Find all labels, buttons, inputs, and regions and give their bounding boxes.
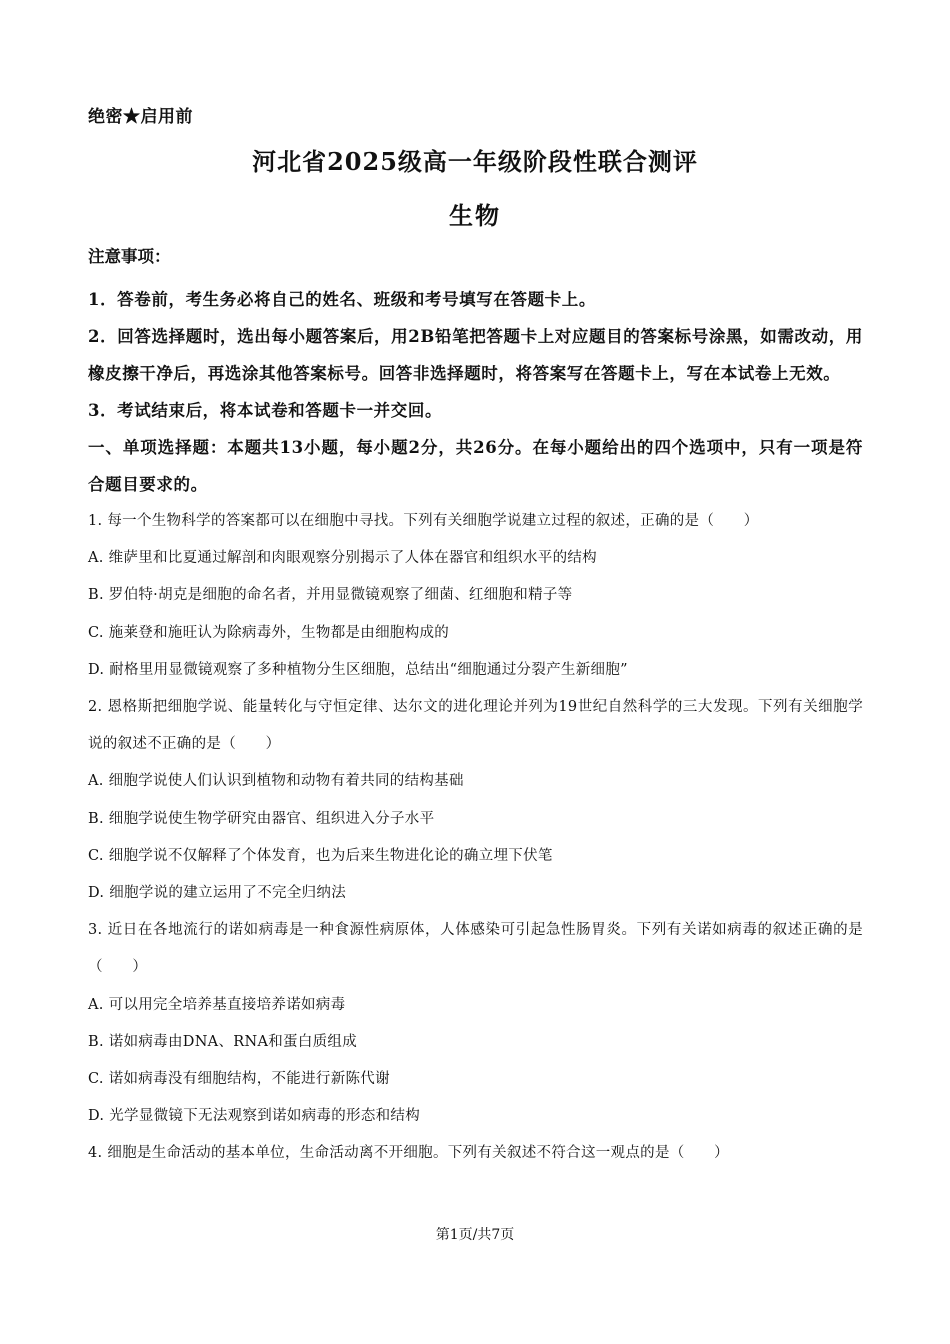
confidential-label: 绝密★启用前 xyxy=(88,107,193,127)
question-stem: 1. 每一个生物科学的答案都可以在细胞中寻找。下列有关细胞学说建立过程的叙述，正确的是（ ） xyxy=(88,513,759,529)
option-a: A. 细胞学说使人们认识到植物和动物有着共同的结构基础 xyxy=(88,773,464,790)
option-d: D. 细胞学说的建立运用了不完全归纳法 xyxy=(88,885,347,902)
option-b: B. 诺如病毒由DNA、RNA和蛋白质组成 xyxy=(88,1033,358,1050)
question-stem: 3. 近日在各地流行的诺如病毒是一种食源性病原体，人体感染可引起急性肠胃炎。下列有关诺如病毒的叙述正确的是（ ） xyxy=(88,922,863,976)
question-3 xyxy=(88,912,863,1135)
notes-heading: 注意事项： xyxy=(88,247,171,266)
option-d: D. 光学显微镜下无法观察到诺如病毒的形态和结构 xyxy=(88,1108,421,1125)
question-2 xyxy=(88,689,863,912)
exam-title: 河北省2025级高一年级阶段性联合测评 xyxy=(252,147,698,176)
note-item-3: 3．考试结束后，将本试卷和答题卡一并交回。 xyxy=(88,401,443,420)
question-1 xyxy=(88,503,863,689)
question-stem: 4. 细胞是生命活动的基本单位，生命活动离不开细胞。下列有关叙述不符合这一观点的是（ ） xyxy=(88,1145,729,1162)
note-item-1: 1．答卷前，考生务必将自己的姓名、班级和考号填写在答题卡上。 xyxy=(88,290,596,309)
note-item-2: 2．回答选择题时，选出每小题答案后，用2B铅笔把答题卡上对应题目的答案标号涂黑，如需改动，用橡皮擦干净后，再选涂其他答案标号。回答非选择题时，将答案写在答题卡上，写在本试卷上无效。 xyxy=(88,327,863,383)
option-c: C. 诺如病毒没有细胞结构，不能进行新陈代谢 xyxy=(88,1071,390,1088)
option-c: C. 施莱登和施旺认为除病毒外，生物都是由细胞构成的 xyxy=(88,624,450,641)
option-a: A. 可以用完全培养基直接培养诺如病毒 xyxy=(88,996,346,1013)
subject-title: 生物 xyxy=(449,201,501,230)
question-stem: 2. 恩格斯把细胞学说、能量转化与守恒定律、达尔文的进化理论并列为19世纪自然科学的三大发现。下列有关细胞学说的叙述不正确的是（ ） xyxy=(88,699,863,753)
option-d: D. 耐格里用显微镜观察了多种植物分生区细胞，总结出“细胞通过分裂产生新细胞” xyxy=(88,661,628,678)
option-c: C. 细胞学说不仅解释了个体发育，也为后来生物进化论的确立埋下伏笔 xyxy=(88,847,553,864)
option-b: B. 细胞学说使生物学研究由器官、组织进入分子水平 xyxy=(88,810,435,827)
option-b: B. 罗伯特·胡克是细胞的命名者，并用显微镜观察了细菌、红细胞和精子等 xyxy=(88,587,573,604)
exam-content xyxy=(88,244,863,1173)
section-heading: 一、单项选择题：本题共13小题，每小题2分，共26分。在每小题给出的四个选项中，只有一项是符合题目要求的。 xyxy=(88,438,863,494)
question-4 xyxy=(88,1135,863,1172)
page-number: 第1页/共7页 xyxy=(435,1227,515,1243)
option-a: A. 维萨里和比夏通过解剖和肉眼观察分别揭示了人体在器官和组织水平的结构 xyxy=(88,550,597,567)
